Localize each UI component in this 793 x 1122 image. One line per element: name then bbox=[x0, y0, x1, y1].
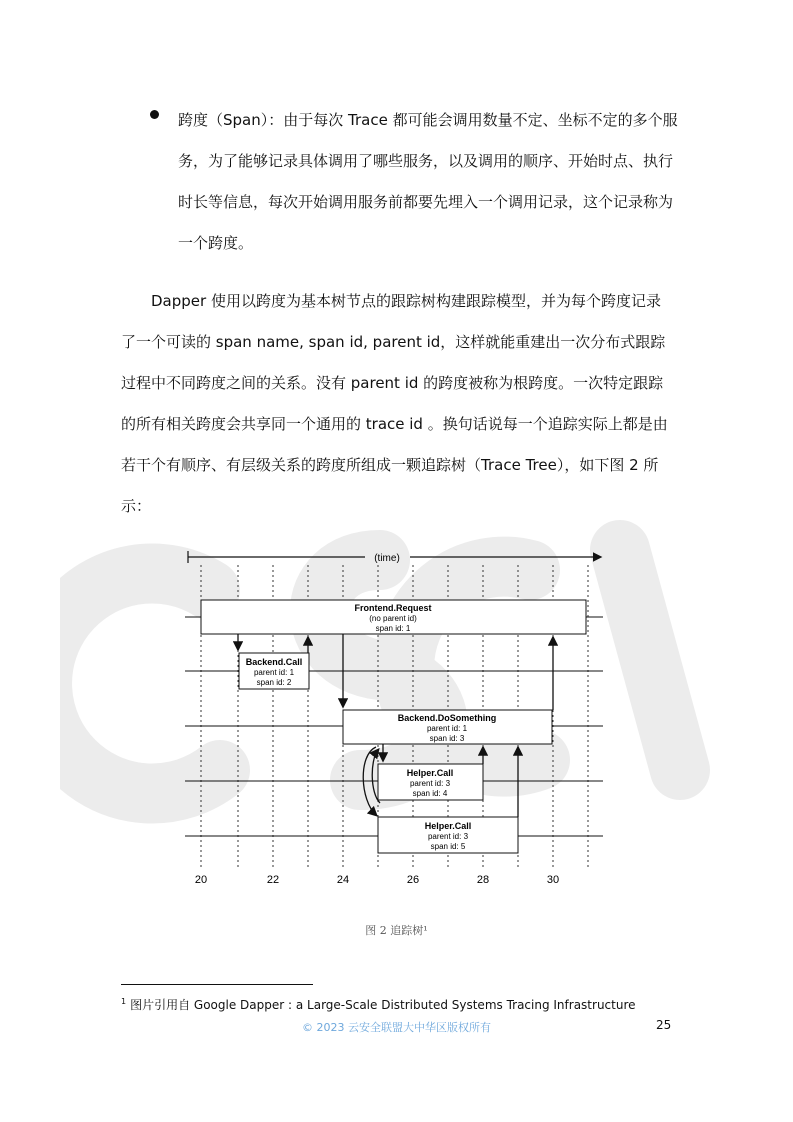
paragraph-text: Dapper 使用以跨度为基本树节点的跟踪树构建跟踪模型，并为每个跨度记录了一个可读的 span name, span id, parent id，这样就能重建出一次分布式跟踪过程中不同跨度之间的关系。没有 parent id 的跨度被称为根跨度。一次特定跟踪的所有相关跨度会共享同一个通用的 trace id 。换句话说每一个追踪实际上都是由若干个有顺序、有层级关系的跨度所组成一颗追踪树（Trace Tree），如下图 2 所示： bbox=[121, 292, 668, 515]
span-id: span id: 4 bbox=[412, 789, 448, 798]
span-parent: parent id: 3 bbox=[409, 779, 451, 788]
span-id: span id: 2 bbox=[256, 678, 292, 687]
tick-label: 22 bbox=[266, 874, 280, 886]
bullet-text: 跨度（Span）：由于每次 Trace 都可能会调用数量不定、坐标不定的多个服务，为了能够记录具体调用了哪些服务，以及调用的顺序、开始时点、执行时长等信息，每次开始调用服务前都要先埋入一个调用记录，这个记录称为一个跨度。 bbox=[178, 111, 678, 252]
tick-label: 24 bbox=[336, 874, 350, 886]
span-parent: parent id: 3 bbox=[427, 832, 469, 841]
span-parent: parent id: 1 bbox=[253, 668, 295, 677]
span-backend-call bbox=[239, 653, 309, 689]
page-number: 25 bbox=[656, 1018, 672, 1032]
span-parent: parent id: 1 bbox=[426, 724, 468, 733]
footnote-text: 图片引用自 Google Dapper : a Large-Scale Distributed Systems Tracing Infrastructure bbox=[130, 998, 636, 1012]
span-id: span id: 3 bbox=[429, 734, 465, 743]
span-helper-call-4 bbox=[378, 764, 483, 800]
footnote-marker: 1 bbox=[121, 997, 127, 1006]
footnote bbox=[121, 996, 636, 1013]
span-id: span id: 5 bbox=[430, 842, 466, 851]
tick-label: 20 bbox=[194, 874, 208, 886]
body-paragraph bbox=[121, 281, 673, 527]
span-frontend-request bbox=[201, 600, 586, 634]
tick-label: 26 bbox=[406, 874, 420, 886]
figure-caption: 图 2 追踪树¹ bbox=[365, 924, 428, 937]
span-name: Backend.Call bbox=[245, 657, 303, 667]
copyright-footer: © 2023 云安全联盟大中华区版权所有 bbox=[302, 1021, 491, 1034]
span-name: Helper.Call bbox=[406, 768, 454, 778]
bullet-dot-icon bbox=[150, 110, 159, 119]
tick-label: 28 bbox=[476, 874, 490, 886]
span-helper-call-5 bbox=[378, 817, 518, 853]
tick-label: 30 bbox=[546, 874, 560, 886]
footnote-rule bbox=[121, 984, 313, 985]
trace-tree-figure bbox=[180, 545, 610, 890]
span-parent: (no parent id) bbox=[369, 614, 417, 623]
span-name: Frontend.Request bbox=[354, 603, 432, 613]
tick-labels bbox=[195, 874, 559, 886]
span-id: span id: 1 bbox=[375, 624, 411, 633]
span-name: Backend.DoSomething bbox=[397, 713, 497, 723]
span-name: Helper.Call bbox=[424, 821, 472, 831]
time-axis bbox=[188, 551, 600, 564]
time-label: (time) bbox=[374, 553, 400, 564]
span-backend-dosomething bbox=[343, 710, 552, 744]
